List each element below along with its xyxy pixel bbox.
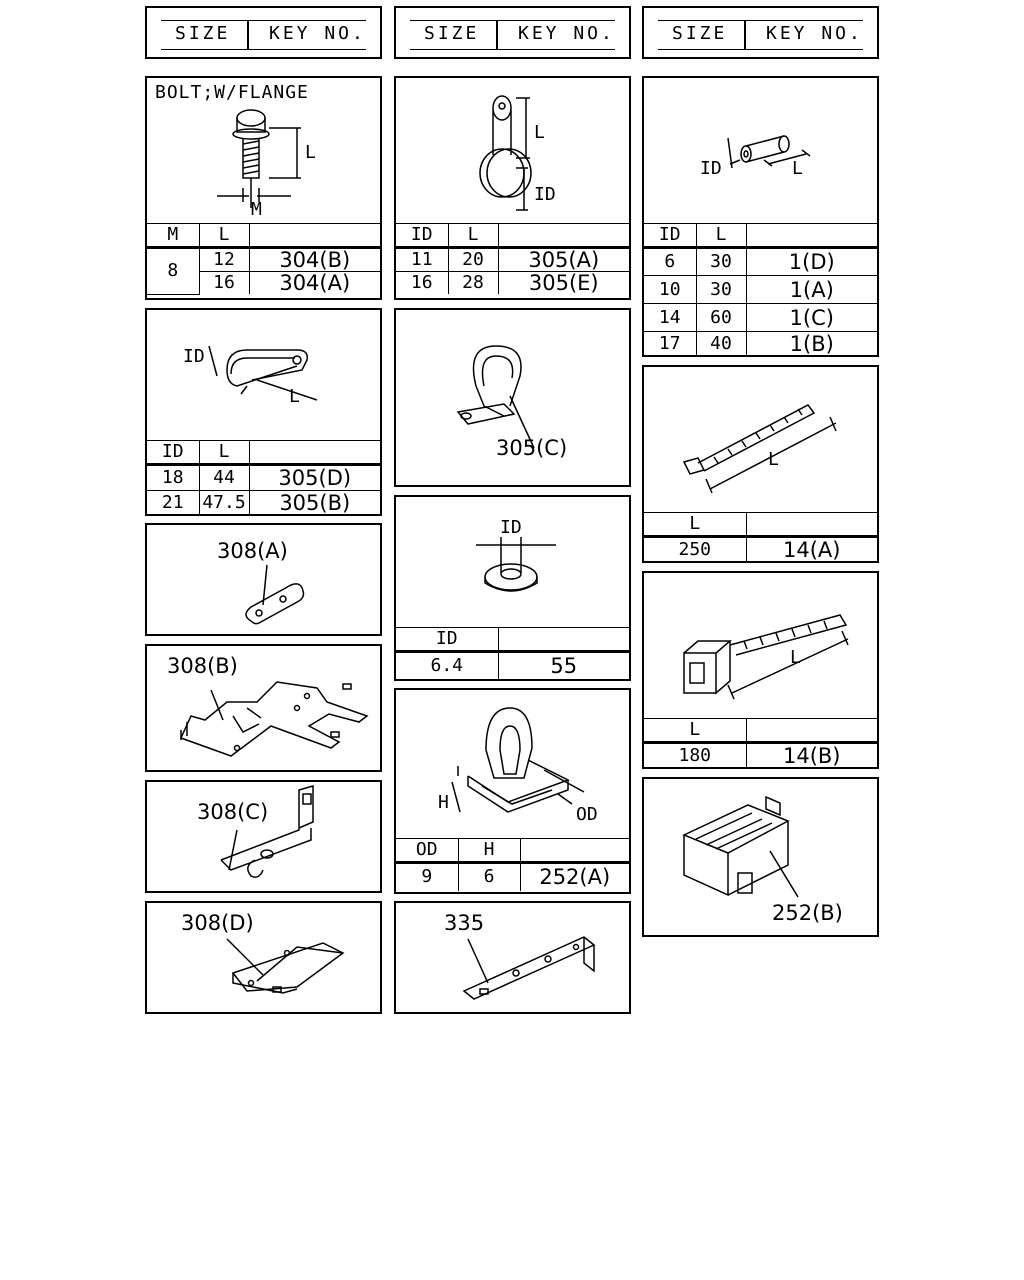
- header-col-3: [642, 6, 879, 59]
- bracket-308b-panel: [145, 644, 382, 772]
- cell-m: 8: [147, 248, 199, 295]
- cell-id: 21: [147, 491, 199, 515]
- bracket-335-key: 335: [444, 911, 485, 935]
- cell-key: 305(B): [249, 491, 380, 515]
- bolt-title: BOLT;W/FLANGE: [155, 82, 309, 103]
- tie-b-table: [644, 718, 877, 769]
- cell-l: 180: [644, 743, 746, 769]
- cell-od: 9: [396, 863, 458, 891]
- bracket-308c-drawing: [147, 782, 384, 895]
- col-head-od: OD: [396, 839, 458, 863]
- bracket-335-panel: [394, 901, 631, 1014]
- cell-id: 6.4: [396, 652, 498, 680]
- cell-l: 20: [448, 248, 498, 272]
- bolt-panel: [145, 76, 382, 300]
- clamp-305d-table: [147, 440, 380, 515]
- col-head-l: L: [644, 513, 746, 537]
- tube-dim-l: L: [792, 158, 803, 179]
- cell-key: 305(D): [249, 465, 380, 491]
- clamp-305a-panel: [394, 76, 631, 300]
- col-head-l: L: [199, 224, 249, 248]
- clip-252b-drawing: [644, 779, 881, 939]
- col-head-key: [746, 513, 877, 537]
- bracket-308d-key: 308(D): [181, 911, 254, 935]
- clamp-305d-drawing: [147, 310, 384, 440]
- cell-key: 14(A): [746, 537, 877, 563]
- tie-b-dim-l: L: [790, 647, 801, 668]
- cell-key: 1(B): [746, 332, 877, 356]
- tube-drawing: [644, 78, 881, 223]
- col-head-key: [249, 441, 380, 465]
- cell-id: 6: [644, 248, 696, 276]
- washer-dim-id: ID: [500, 517, 522, 538]
- header-key-no: KEY NO.: [269, 23, 366, 44]
- header-size: SIZE: [175, 23, 231, 44]
- cell-l: 60: [696, 304, 746, 332]
- clamp-305a-dim-id: ID: [534, 184, 556, 205]
- header-key-no: KEY NO.: [518, 23, 615, 44]
- clamp-305c-panel: [394, 308, 631, 487]
- col-head-key: [520, 839, 629, 863]
- tie-a-panel: [642, 365, 879, 563]
- cell-id: 18: [147, 465, 199, 491]
- bracket-308d-panel: [145, 901, 382, 1014]
- cell-l: 250: [644, 537, 746, 563]
- bolt-dim-m: M: [251, 199, 262, 220]
- col-head-key: [249, 224, 380, 248]
- col-head-key: [498, 224, 629, 248]
- bracket-308c-key: 308(C): [197, 800, 269, 824]
- tube-panel: [642, 76, 879, 357]
- cell-key: 305(E): [498, 272, 629, 295]
- tie-a-dim-l: L: [768, 449, 779, 470]
- cell-l: 30: [696, 276, 746, 304]
- clip-252a-panel: [394, 688, 631, 894]
- washer-panel: [394, 495, 631, 681]
- col-head-l: L: [199, 441, 249, 465]
- cell-key: 14(B): [746, 743, 877, 769]
- washer-table: [396, 627, 629, 680]
- clamp-305c-drawing: [396, 310, 633, 489]
- header-col-1: [145, 6, 382, 59]
- tie-a-table: [644, 512, 877, 563]
- tie-a-drawing: [644, 367, 881, 512]
- cell-key: 1(D): [746, 248, 877, 276]
- bracket-308b-key: 308(B): [167, 654, 238, 678]
- col-head-key: [498, 628, 629, 652]
- cell-key: 1(C): [746, 304, 877, 332]
- tube-table: [644, 223, 877, 356]
- clamp-305d-panel: [145, 308, 382, 516]
- clip-252a-table: [396, 838, 629, 891]
- tie-b-panel: [642, 571, 879, 769]
- col-head-id: ID: [147, 441, 199, 465]
- col-head-key: [746, 224, 877, 248]
- clip-252a-dim-od: OD: [576, 804, 598, 825]
- cell-l: 28: [448, 272, 498, 295]
- tie-b-drawing: [644, 573, 881, 718]
- cell-key: 252(A): [520, 863, 629, 891]
- clip-252a-dim-h: H: [438, 792, 449, 813]
- clip-252b-panel: [642, 777, 879, 937]
- cell-key: 305(A): [498, 248, 629, 272]
- cell-key: 1(A): [746, 276, 877, 304]
- col-head-key: [746, 719, 877, 743]
- header-size: SIZE: [672, 23, 728, 44]
- cell-id: 11: [396, 248, 448, 272]
- col-head-id: ID: [396, 628, 498, 652]
- tube-dim-id: ID: [700, 158, 722, 179]
- header-col-2: [394, 6, 631, 59]
- cell-l: 16: [199, 272, 249, 295]
- bracket-308c-panel: [145, 780, 382, 893]
- col-head-m: M: [147, 224, 199, 248]
- cell-l: 40: [696, 332, 746, 356]
- bolt-table: [147, 223, 380, 295]
- bolt-drawing: [147, 78, 384, 223]
- cell-l: 30: [696, 248, 746, 276]
- clamp-305c-key: 305(C): [496, 436, 568, 460]
- cell-id: 16: [396, 272, 448, 295]
- col-head-l: L: [696, 224, 746, 248]
- cell-key: 304(A): [249, 272, 380, 295]
- clamp-305d-dim-id: ID: [183, 346, 205, 367]
- clamp-305d-dim-l: L: [289, 386, 300, 407]
- header-key-no: KEY NO.: [766, 23, 863, 44]
- bracket-308a-key: 308(A): [217, 539, 288, 563]
- col-head-l: L: [644, 719, 746, 743]
- col-head-id: ID: [644, 224, 696, 248]
- bolt-dim-l: L: [305, 142, 316, 163]
- cell-l: 12: [199, 248, 249, 272]
- clamp-305a-dim-l: L: [534, 122, 545, 143]
- clamp-305a-drawing: [396, 78, 633, 223]
- cell-id: 10: [644, 276, 696, 304]
- cell-key: 55: [498, 652, 629, 680]
- cell-id: 17: [644, 332, 696, 356]
- bracket-308a-panel: [145, 523, 382, 636]
- cell-l: 47.5: [199, 491, 249, 515]
- clamp-305a-table: [396, 223, 629, 294]
- clip-252b-key: 252(B): [772, 901, 843, 925]
- cell-id: 14: [644, 304, 696, 332]
- bracket-335-drawing: [396, 903, 633, 1016]
- cell-key: 304(B): [249, 248, 380, 272]
- header-size: SIZE: [424, 23, 480, 44]
- col-head-h: H: [458, 839, 520, 863]
- col-head-id: ID: [396, 224, 448, 248]
- col-head-l: L: [448, 224, 498, 248]
- cell-h: 6: [458, 863, 520, 891]
- cell-l: 44: [199, 465, 249, 491]
